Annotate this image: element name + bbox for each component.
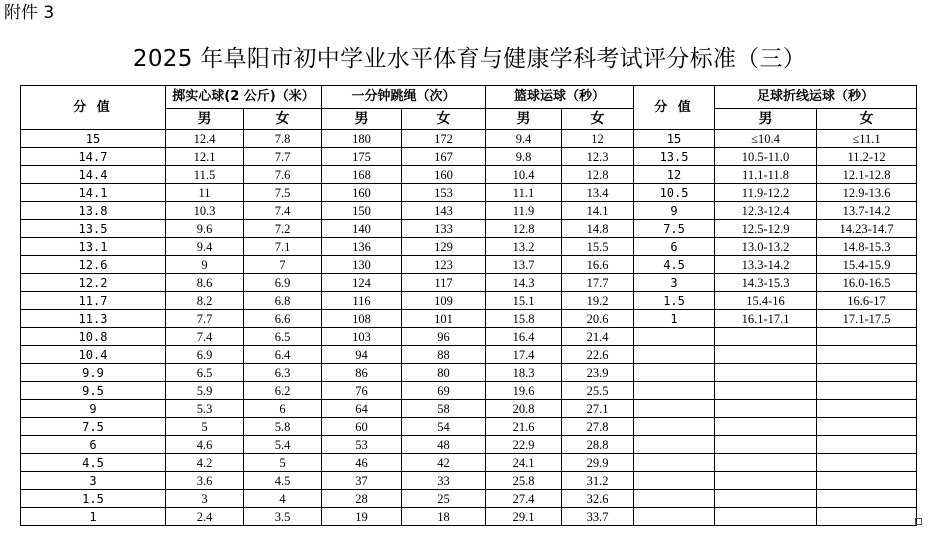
male-header: 男	[486, 109, 562, 130]
value-cell: 3.6	[166, 472, 244, 490]
value-cell: 6.5	[166, 364, 244, 382]
table-row	[21, 310, 917, 328]
score-column-header: 分 值	[21, 86, 166, 130]
value-cell: 14.1	[562, 202, 634, 220]
football-range-cell: 12.1-12.8	[817, 166, 917, 184]
value-cell: 6.4	[244, 346, 322, 364]
football-score-cell: 10.5	[634, 184, 715, 202]
value-cell: 14.3	[486, 274, 562, 292]
value-cell: 5	[244, 454, 322, 472]
table-row	[21, 274, 917, 292]
table-row	[21, 508, 917, 526]
value-cell: 12.1	[166, 148, 244, 166]
value-cell: 19.2	[562, 292, 634, 310]
value-cell: 175	[322, 148, 402, 166]
football-score-cell	[634, 472, 715, 490]
value-cell: 7.1	[244, 238, 322, 256]
value-cell: 14.8	[562, 220, 634, 238]
score-value-cell: 13.5	[21, 220, 166, 238]
score-value-cell: 14.7	[21, 148, 166, 166]
value-cell: 64	[322, 400, 402, 418]
score-value-cell: 14.4	[21, 166, 166, 184]
value-cell: 6.8	[244, 292, 322, 310]
football-range-cell	[817, 454, 917, 472]
football-range-cell	[817, 382, 917, 400]
football-range-cell	[817, 328, 917, 346]
score-value-cell: 1.5	[21, 490, 166, 508]
score-value-cell: 6	[21, 436, 166, 454]
value-cell: 5.8	[244, 418, 322, 436]
value-cell: 172	[402, 130, 486, 148]
value-cell: 16.4	[486, 328, 562, 346]
football-score-cell	[634, 346, 715, 364]
value-cell: 19	[322, 508, 402, 526]
score-value-cell: 15	[21, 130, 166, 148]
value-cell: 22.6	[562, 346, 634, 364]
football-score-cell	[634, 418, 715, 436]
football-range-cell	[817, 418, 917, 436]
value-cell: 15.8	[486, 310, 562, 328]
table-row	[21, 328, 917, 346]
value-cell: 11.9	[486, 202, 562, 220]
female-header: 女	[562, 109, 634, 130]
football-range-cell: 11.1-11.8	[715, 166, 817, 184]
table-row	[21, 238, 917, 256]
value-cell: 22.9	[486, 436, 562, 454]
football-score-cell	[634, 490, 715, 508]
value-cell: 33.7	[562, 508, 634, 526]
value-cell: 8.2	[166, 292, 244, 310]
football-range-cell	[817, 490, 917, 508]
football-range-cell	[817, 364, 917, 382]
value-cell: 103	[322, 328, 402, 346]
value-cell: 5.4	[244, 436, 322, 454]
rope-skip-header: 一分钟跳绳（次）	[322, 86, 486, 109]
value-cell: 130	[322, 256, 402, 274]
value-cell: 7.6	[244, 166, 322, 184]
football-range-cell: 12.3-12.4	[715, 202, 817, 220]
football-score-cell: 1.5	[634, 292, 715, 310]
football-range-cell: 11.9-12.2	[715, 184, 817, 202]
football-score-cell: 15	[634, 130, 715, 148]
value-cell: 133	[402, 220, 486, 238]
value-cell: 5	[166, 418, 244, 436]
football-score-cell: 13.5	[634, 148, 715, 166]
football-range-cell: 14.8-15.3	[817, 238, 917, 256]
value-cell: 10.4	[486, 166, 562, 184]
score-value-cell: 13.1	[21, 238, 166, 256]
value-cell: 101	[402, 310, 486, 328]
value-cell: 150	[322, 202, 402, 220]
table-row	[21, 184, 917, 202]
value-cell: 20.6	[562, 310, 634, 328]
value-cell: 58	[402, 400, 486, 418]
football-range-cell: 12.9-13.6	[817, 184, 917, 202]
football-range-cell: 16.1-17.1	[715, 310, 817, 328]
football-range-cell	[817, 346, 917, 364]
value-cell: 124	[322, 274, 402, 292]
value-cell: 7.2	[244, 220, 322, 238]
table-row	[21, 490, 917, 508]
football-score-cell	[634, 508, 715, 526]
table-row	[21, 418, 917, 436]
value-cell: 29.1	[486, 508, 562, 526]
value-cell: 16.6	[562, 256, 634, 274]
value-cell: 32.6	[562, 490, 634, 508]
value-cell: 60	[322, 418, 402, 436]
value-cell: 6.3	[244, 364, 322, 382]
attachment-label: 附件 3	[4, 3, 55, 23]
value-cell: 3.5	[244, 508, 322, 526]
football-range-cell: 12.5-12.9	[715, 220, 817, 238]
score-value-cell: 14.1	[21, 184, 166, 202]
football-range-cell	[715, 364, 817, 382]
football-range-cell	[715, 400, 817, 418]
score-value-cell: 1	[21, 508, 166, 526]
female-header: 女	[244, 109, 322, 130]
score-value-cell: 9.9	[21, 364, 166, 382]
value-cell: 76	[322, 382, 402, 400]
value-cell: 18	[402, 508, 486, 526]
value-cell: 12.3	[562, 148, 634, 166]
male-header: 男	[166, 109, 244, 130]
value-cell: 168	[322, 166, 402, 184]
table-row	[21, 130, 917, 148]
value-cell: 28	[322, 490, 402, 508]
football-range-cell: 15.4-15.9	[817, 256, 917, 274]
value-cell: 109	[402, 292, 486, 310]
value-cell: 69	[402, 382, 486, 400]
value-cell: 19.6	[486, 382, 562, 400]
value-cell: 13.2	[486, 238, 562, 256]
table-row	[21, 202, 917, 220]
value-cell: 8.6	[166, 274, 244, 292]
value-cell: 88	[402, 346, 486, 364]
value-cell: 13.7	[486, 256, 562, 274]
value-cell: 7	[244, 256, 322, 274]
value-cell: 53	[322, 436, 402, 454]
table-row	[21, 148, 917, 166]
value-cell: 12	[562, 130, 634, 148]
football-range-cell	[715, 382, 817, 400]
football-range-cell: 13.3-14.2	[715, 256, 817, 274]
value-cell: 7.7	[244, 148, 322, 166]
score-value-cell: 12.2	[21, 274, 166, 292]
score-value-cell: 11.3	[21, 310, 166, 328]
value-cell: 153	[402, 184, 486, 202]
score-value-cell: 13.8	[21, 202, 166, 220]
score-value-cell: 3	[21, 472, 166, 490]
score-value-cell: 9.5	[21, 382, 166, 400]
football-score-cell: 12	[634, 166, 715, 184]
document-title: 2025 年阜阳市初中学业水平体育与健康学科考试评分标准（三）	[132, 46, 807, 72]
football-range-cell: 13.7-14.2	[817, 202, 917, 220]
value-cell: 25	[402, 490, 486, 508]
value-cell: 21.4	[562, 328, 634, 346]
value-cell: 143	[402, 202, 486, 220]
score-value-cell: 9	[21, 400, 166, 418]
table-row	[21, 472, 917, 490]
table-row	[21, 220, 917, 238]
value-cell: 108	[322, 310, 402, 328]
value-cell: 5.9	[166, 382, 244, 400]
football-range-cell: 14.23-14.7	[817, 220, 917, 238]
female-header: 女	[817, 109, 917, 130]
value-cell: 6.9	[244, 274, 322, 292]
football-score-cell	[634, 328, 715, 346]
value-cell: 4.6	[166, 436, 244, 454]
table-row	[21, 382, 917, 400]
value-cell: 9.4	[486, 130, 562, 148]
value-cell: 7.5	[244, 184, 322, 202]
value-cell: 6.5	[244, 328, 322, 346]
football-range-cell	[715, 490, 817, 508]
value-cell: 5.3	[166, 400, 244, 418]
football-range-cell	[817, 472, 917, 490]
value-cell: 123	[402, 256, 486, 274]
football-score-cell	[634, 364, 715, 382]
corner-mark	[915, 518, 922, 525]
value-cell: 48	[402, 436, 486, 454]
football-range-cell	[817, 508, 917, 526]
football-range-cell: 10.5-11.0	[715, 148, 817, 166]
football-header: 足球折线运球（秒）	[715, 86, 917, 109]
table-row	[21, 256, 917, 274]
football-score-cell: 3	[634, 274, 715, 292]
value-cell: 18.3	[486, 364, 562, 382]
value-cell: 80	[402, 364, 486, 382]
score-value-cell: 10.8	[21, 328, 166, 346]
female-header: 女	[402, 109, 486, 130]
table-row	[21, 292, 917, 310]
score-value-cell: 4.5	[21, 454, 166, 472]
table-row	[21, 400, 917, 418]
score-value-cell: 10.4	[21, 346, 166, 364]
value-cell: 11	[166, 184, 244, 202]
value-cell: 9.6	[166, 220, 244, 238]
football-range-cell	[817, 436, 917, 454]
value-cell: 117	[402, 274, 486, 292]
value-cell: 9	[166, 256, 244, 274]
value-cell: 96	[402, 328, 486, 346]
value-cell: 9.8	[486, 148, 562, 166]
value-cell: 25.8	[486, 472, 562, 490]
football-range-cell: 13.0-13.2	[715, 238, 817, 256]
score-value-cell: 7.5	[21, 418, 166, 436]
football-score-cell	[634, 400, 715, 418]
scoring-standard-table	[20, 85, 917, 526]
football-range-cell	[715, 418, 817, 436]
table-row	[21, 166, 917, 184]
football-range-cell: 17.1-17.5	[817, 310, 917, 328]
football-score-cell	[634, 436, 715, 454]
football-score-cell: 1	[634, 310, 715, 328]
solid-ball-header: 掷实心球(2 公斤)（米）	[166, 86, 322, 109]
football-score-cell	[634, 454, 715, 472]
value-cell: 11.5	[166, 166, 244, 184]
value-cell: 17.7	[562, 274, 634, 292]
score-value-cell: 11.7	[21, 292, 166, 310]
football-score-cell: 7.5	[634, 220, 715, 238]
value-cell: 180	[322, 130, 402, 148]
football-range-cell	[715, 454, 817, 472]
value-cell: 6.9	[166, 346, 244, 364]
value-cell: 13.4	[562, 184, 634, 202]
value-cell: 140	[322, 220, 402, 238]
value-cell: 7.8	[244, 130, 322, 148]
value-cell: 9.4	[166, 238, 244, 256]
football-range-cell: ≤11.1	[817, 130, 917, 148]
value-cell: 160	[322, 184, 402, 202]
football-range-cell	[715, 328, 817, 346]
value-cell: 129	[402, 238, 486, 256]
value-cell: 6.6	[244, 310, 322, 328]
table-row	[21, 346, 917, 364]
football-range-cell	[715, 436, 817, 454]
value-cell: 28.8	[562, 436, 634, 454]
value-cell: 167	[402, 148, 486, 166]
value-cell: 94	[322, 346, 402, 364]
value-cell: 31.2	[562, 472, 634, 490]
value-cell: 7.7	[166, 310, 244, 328]
football-range-cell: 16.0-16.5	[817, 274, 917, 292]
football-range-cell	[715, 508, 817, 526]
value-cell: 4	[244, 490, 322, 508]
value-cell: 15.5	[562, 238, 634, 256]
value-cell: 4.2	[166, 454, 244, 472]
value-cell: 24.1	[486, 454, 562, 472]
football-range-cell: ≤10.4	[715, 130, 817, 148]
table-row	[21, 436, 917, 454]
value-cell: 2.4	[166, 508, 244, 526]
male-header: 男	[322, 109, 402, 130]
basketball-header: 篮球运球（秒）	[486, 86, 634, 109]
scoring-table-body	[21, 130, 917, 526]
value-cell: 27.1	[562, 400, 634, 418]
value-cell: 29.9	[562, 454, 634, 472]
value-cell: 27.4	[486, 490, 562, 508]
football-range-cell	[715, 472, 817, 490]
value-cell: 7.4	[166, 328, 244, 346]
value-cell: 23.9	[562, 364, 634, 382]
value-cell: 25.5	[562, 382, 634, 400]
value-cell: 86	[322, 364, 402, 382]
table-row	[21, 454, 917, 472]
value-cell: 33	[402, 472, 486, 490]
football-range-cell: 11.2-12	[817, 148, 917, 166]
value-cell: 6.2	[244, 382, 322, 400]
football-range-cell: 15.4-16	[715, 292, 817, 310]
value-cell: 12.8	[486, 220, 562, 238]
football-range-cell: 16.6-17	[817, 292, 917, 310]
football-range-cell	[715, 346, 817, 364]
value-cell: 11.1	[486, 184, 562, 202]
table-row	[21, 364, 917, 382]
value-cell: 46	[322, 454, 402, 472]
value-cell: 27.8	[562, 418, 634, 436]
value-cell: 160	[402, 166, 486, 184]
value-cell: 54	[402, 418, 486, 436]
value-cell: 10.3	[166, 202, 244, 220]
value-cell: 17.4	[486, 346, 562, 364]
value-cell: 4.5	[244, 472, 322, 490]
value-cell: 21.6	[486, 418, 562, 436]
football-score-cell	[634, 382, 715, 400]
football-range-cell: 14.3-15.3	[715, 274, 817, 292]
football-score-cell: 6	[634, 238, 715, 256]
value-cell: 20.8	[486, 400, 562, 418]
score-column-header-right: 分 值	[634, 86, 715, 130]
value-cell: 116	[322, 292, 402, 310]
score-value-cell: 12.6	[21, 256, 166, 274]
value-cell: 136	[322, 238, 402, 256]
value-cell: 37	[322, 472, 402, 490]
value-cell: 12.4	[166, 130, 244, 148]
football-range-cell	[817, 400, 917, 418]
value-cell: 6	[244, 400, 322, 418]
value-cell: 42	[402, 454, 486, 472]
value-cell: 15.1	[486, 292, 562, 310]
value-cell: 7.4	[244, 202, 322, 220]
header-row-events	[21, 86, 917, 109]
football-score-cell: 4.5	[634, 256, 715, 274]
male-header: 男	[715, 109, 817, 130]
value-cell: 3	[166, 490, 244, 508]
value-cell: 12.8	[562, 166, 634, 184]
football-score-cell: 9	[634, 202, 715, 220]
